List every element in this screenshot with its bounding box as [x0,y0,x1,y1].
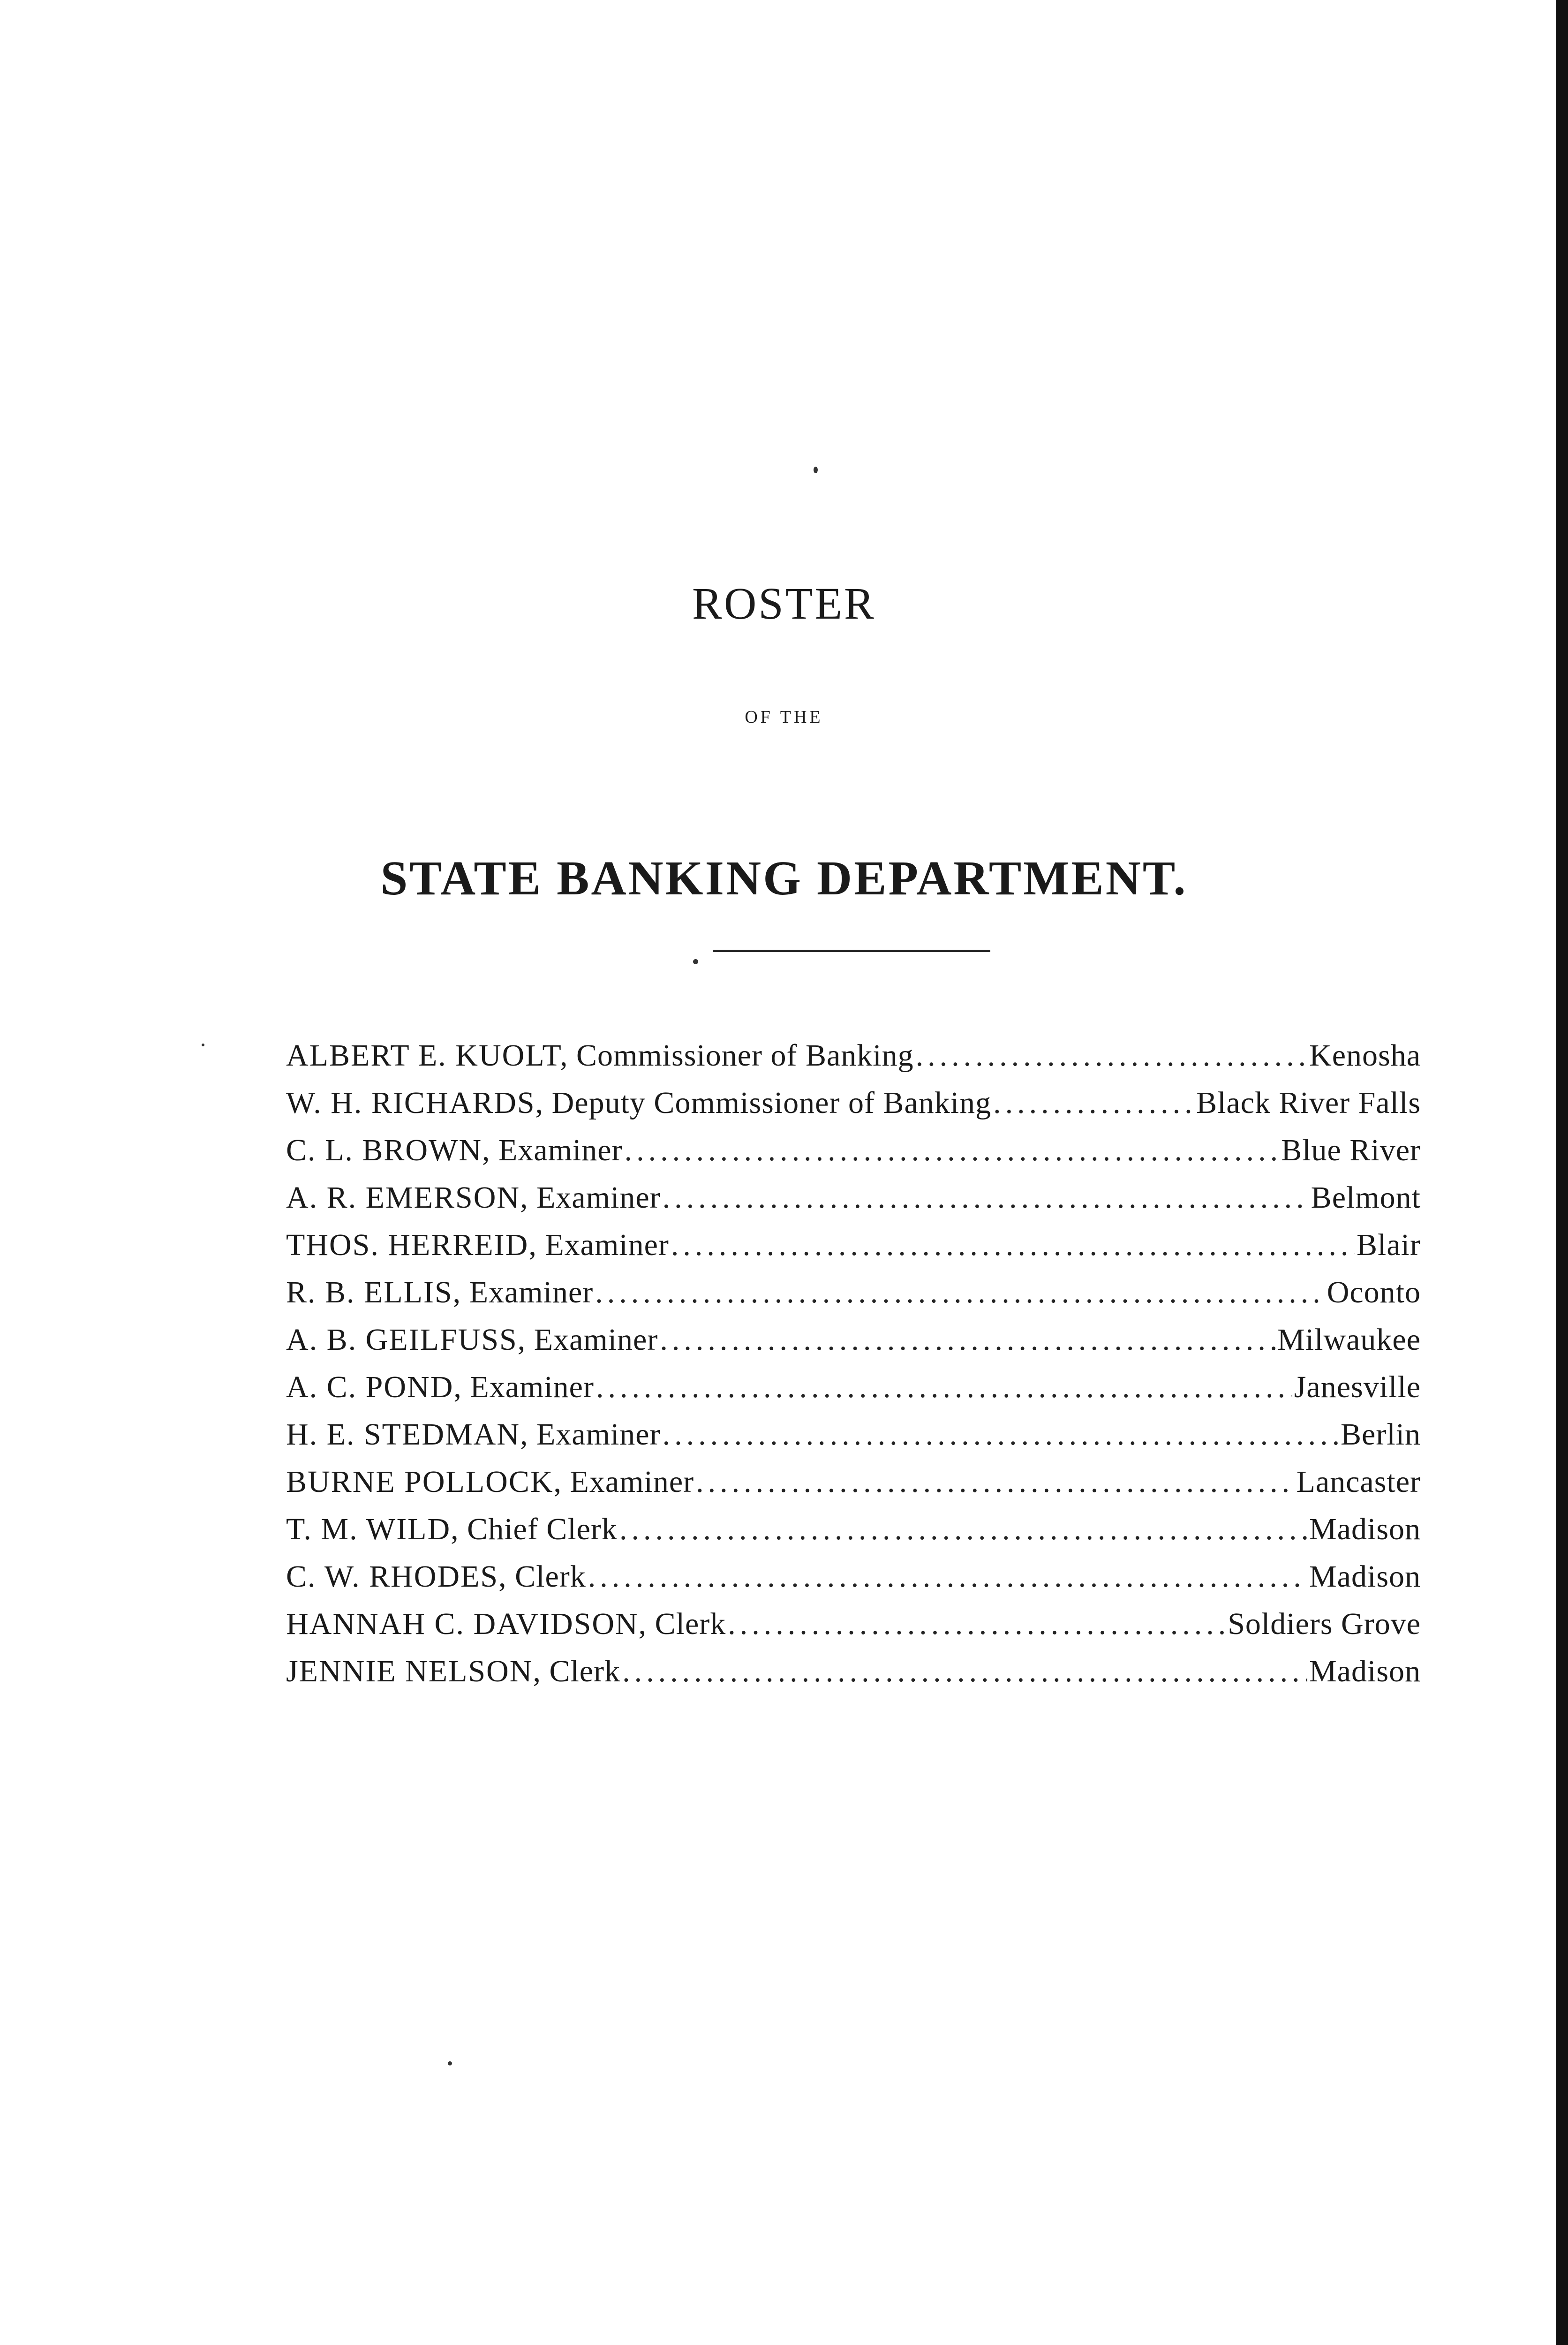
scan-speck [448,2061,452,2065]
person-name: C. W. RHODES, [286,1559,507,1594]
person-role: Examiner [570,1465,694,1499]
section-divider [713,950,990,952]
person-name: R. B. ELLIS, [286,1275,462,1309]
dot-leader [622,1648,1307,1695]
person-location: Berlin [1341,1417,1421,1452]
roster-entry [286,1553,1421,1600]
person-name: H. E. STEDMAN, [286,1417,529,1452]
person-location: Madison [1309,1512,1421,1546]
roster-entry [286,1363,1421,1411]
dot-leader [660,1316,1275,1363]
roster-entry [286,1221,1421,1269]
page-title: ROSTER [692,578,876,629]
person-location: Blair [1357,1228,1421,1262]
person-role: Examiner [469,1275,594,1309]
person-name: JENNIE NELSON, [286,1654,542,1688]
department-title: STATE BANKING DEPARTMENT. [380,851,1188,906]
person-location: Black River Falls [1196,1086,1421,1120]
roster-list [286,1032,1421,1695]
scan-speck [814,467,818,473]
person-location: Lancaster [1296,1465,1421,1499]
dot-leader [696,1458,1294,1505]
person-name: C. L. BROWN, [286,1133,491,1167]
person-location: Belmont [1311,1180,1421,1215]
person-role: Clerk [549,1654,621,1688]
page-subtitle: OF THE [745,707,823,727]
person-role: Examiner [545,1228,669,1262]
roster-entry [286,1079,1421,1127]
person-location: Janesville [1294,1370,1421,1404]
dot-leader [619,1505,1307,1553]
dot-leader [596,1363,1292,1411]
dot-leader [625,1127,1280,1174]
dot-leader [728,1600,1226,1648]
dot-leader [663,1174,1309,1221]
person-name: W. H. RICHARDS, [286,1086,544,1120]
person-location: Kenosha [1309,1038,1421,1073]
roster-entry [286,1411,1421,1458]
scan-border-right [1556,0,1568,2345]
person-role: Examiner [470,1370,594,1404]
person-role: Clerk [515,1559,586,1594]
person-name: A. B. GEILFUSS, [286,1323,527,1357]
scan-speck [693,959,698,964]
person-location: Madison [1309,1559,1421,1594]
person-name: THOS. HERREID, [286,1228,537,1262]
roster-entry [286,1269,1421,1316]
person-name: HANNAH C. DAVIDSON, [286,1607,648,1641]
roster-entry [286,1648,1421,1695]
person-name: ALBERT E. KUOLT, [286,1038,569,1073]
dot-leader [663,1411,1339,1458]
person-role: Deputy Commissioner of Banking [551,1086,992,1120]
dot-leader [595,1269,1325,1316]
roster-entry [286,1600,1421,1648]
person-location: Milwaukee [1277,1323,1421,1357]
dot-leader [671,1221,1355,1269]
person-role: Chief Clerk [467,1512,618,1546]
person-name: A. C. POND, [286,1370,462,1404]
roster-entry [286,1458,1421,1505]
person-name: BURNE POLLOCK, [286,1465,563,1499]
person-role: Commissioner of Banking [576,1038,914,1073]
person-name: T. M. WILD, [286,1512,460,1546]
person-role: Examiner [536,1417,661,1452]
roster-entry [286,1174,1421,1221]
scan-speck [202,1044,204,1046]
dot-leader [916,1032,1307,1079]
person-role: Examiner [534,1323,658,1357]
person-role: Examiner [498,1133,623,1167]
person-location: Soldiers Grove [1228,1607,1421,1641]
person-name: A. R. EMERSON, [286,1180,529,1215]
person-role: Clerk [655,1607,726,1641]
roster-entry [286,1505,1421,1553]
person-location: Madison [1309,1654,1421,1688]
roster-entry [286,1032,1421,1079]
person-role: Examiner [536,1180,661,1215]
dot-leader [588,1553,1307,1600]
person-location: Oconto [1327,1275,1421,1309]
roster-entry [286,1127,1421,1174]
dot-leader [993,1079,1194,1127]
roster-entry [286,1316,1421,1363]
person-location: Blue River [1281,1133,1421,1167]
